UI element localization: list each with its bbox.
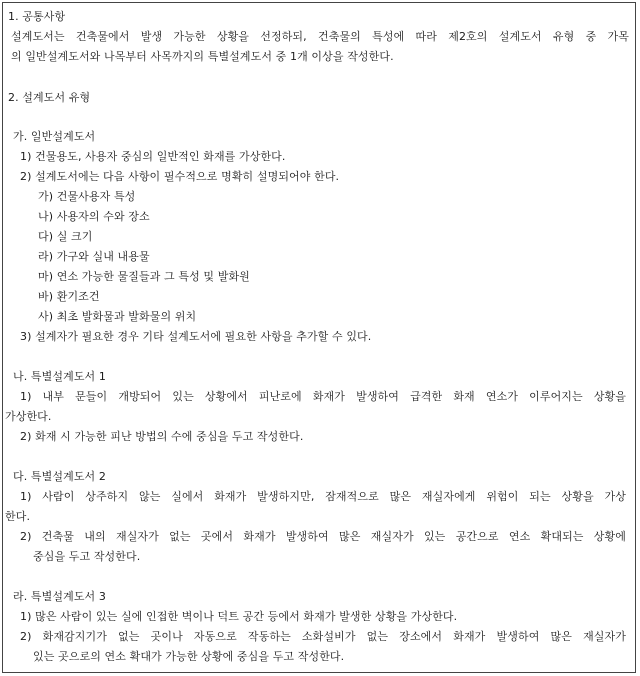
- section-2-heading: 2. 설계도서 유형: [8, 91, 91, 104]
- ga-item-3: 3) 설계자가 필요한 경우 기타 설계도서에 필요한 사항을 추가할 수 있다.: [20, 330, 372, 343]
- ga-subitem: 다) 실 크기: [38, 230, 93, 243]
- ra-item-2-line-2: 있는 곳으로의 연소 확대가 가능한 상황에 중심을 두고 작성한다.: [33, 650, 345, 663]
- na-item-1-line-2: 가상한다.: [5, 410, 52, 423]
- ra-item-1: 1) 많은 사람이 있는 실에 인접한 벽이나 덕트 공간 등에서 화재가 발생한 상황을 가상한다.: [20, 610, 458, 623]
- ga-subitem: 바) 환기조건: [38, 290, 100, 303]
- ga-subitem: 라) 가구와 실내 내용물: [38, 250, 150, 263]
- na-item-1-line-1: 1) 내부 문들이 개방되어 있는 상황에서 피난로에 화재가 발생하여 급격한 화재 연소가 이루어지는 상황을: [20, 390, 626, 403]
- na-heading: 나. 특별설계도서 1: [13, 370, 106, 383]
- ga-subitem: 마) 연소 가능한 물질들과 그 특성 및 발화원: [38, 270, 250, 283]
- ga-subitem: 가) 건물사용자 특성: [38, 190, 136, 203]
- da-item-1-line-2: 한다.: [5, 510, 31, 523]
- ra-heading: 라. 특별설계도서 3: [13, 590, 106, 603]
- ra-item-2-line-1: 2) 화재감지기가 없는 곳이나 자동으로 작동하는 소화설비가 없는 장소에서 화재가 발생하여 많은 재실자가: [20, 630, 626, 643]
- section-1-line-2: 의 일반설계도서와 나목부터 사목까지의 특별설계도서 중 1개 이상을 작성한다.: [11, 50, 394, 63]
- da-item-2-line-1: 2) 건축물 내의 재실자가 없는 곳에서 화재가 발생하여 많은 재실자가 있는 공간으로 연소 확대되는 상황에: [20, 530, 626, 543]
- na-item-2: 2) 화재 시 가능한 피난 방법의 수에 중심을 두고 작성한다.: [20, 430, 304, 443]
- da-heading: 다. 특별설계도서 2: [13, 470, 106, 483]
- ga-item-2: 2) 설계도서에는 다음 사항이 필수적으로 명확히 설명되어야 한다.: [20, 170, 340, 183]
- da-item-1-line-1: 1) 사람이 상주하지 않는 실에서 화재가 발생하지만, 잠재적으로 많은 재실자에게 위험이 되는 상황을 가상: [20, 490, 626, 503]
- da-item-2-line-2: 중심을 두고 작성한다.: [33, 550, 141, 563]
- section-1-heading: 1. 공통사항: [8, 10, 66, 23]
- ga-item-1: 1) 건물용도, 사용자 중심의 일반적인 화재를 가상한다.: [20, 150, 286, 163]
- ga-subitem: 사) 최초 발화물과 발화물의 위치: [38, 310, 197, 323]
- section-1-line-1: 설계도서는 건축물에서 발생 가능한 상황을 선정하되, 건축물의 특성에 따라 제2호의 설계도서 유형 중 가목: [11, 30, 629, 43]
- ga-heading: 가. 일반설계도서: [13, 130, 96, 143]
- ga-subitem: 나) 사용자의 수와 장소: [38, 210, 150, 223]
- document-frame: [2, 2, 636, 673]
